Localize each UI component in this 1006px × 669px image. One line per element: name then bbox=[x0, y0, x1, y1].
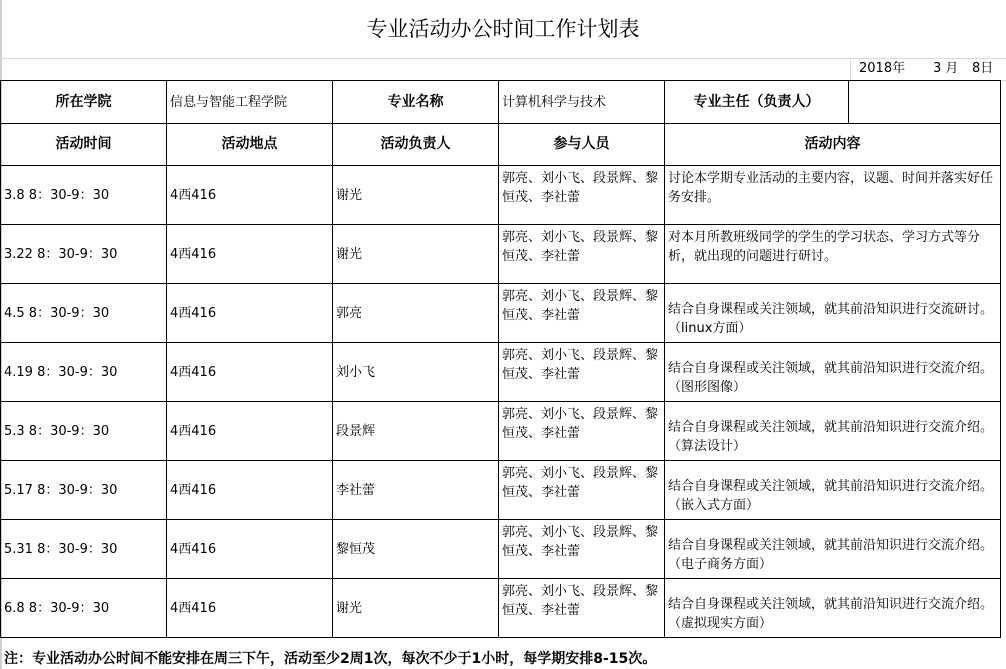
activity-time-cell[interactable]: 6.8 8：30-9：30 bbox=[1, 579, 167, 638]
activity-time-cell[interactable]: 4.5 8：30-9：30 bbox=[1, 284, 167, 343]
activity-place-cell[interactable]: 4西416 bbox=[167, 461, 333, 520]
activity-content-cell[interactable]: 结合自身课程或关注领域，就其前沿知识进行交流研讨。（linux方面） bbox=[665, 284, 1001, 343]
table-row bbox=[1, 579, 1001, 638]
title-row bbox=[0, 0, 1006, 59]
activity-place-cell[interactable]: 4西416 bbox=[167, 166, 333, 225]
date-year: 2018年 bbox=[859, 61, 906, 76]
page-title: 专业活动办公时间工作计划表 bbox=[366, 17, 640, 41]
activity-time-cell[interactable]: 3.8 8：30-9：30 bbox=[1, 166, 167, 225]
table-row bbox=[1, 225, 1001, 284]
activity-leader-cell[interactable]: 段景辉 bbox=[333, 402, 499, 461]
participants-cell[interactable]: 郭亮、刘小飞、段景辉、黎恒茂、李社蕾 bbox=[499, 343, 665, 402]
major-value[interactable]: 计算机科学与技术 bbox=[499, 81, 665, 124]
activity-time-cell[interactable]: 3.22 8：30-9：30 bbox=[1, 225, 167, 284]
activity-leader-cell[interactable]: 谢光 bbox=[333, 225, 499, 284]
date-day: 8日 bbox=[972, 61, 994, 76]
activity-place-cell[interactable]: 4西416 bbox=[167, 520, 333, 579]
activity-content-cell[interactable]: 结合自身课程或关注领域，就其前沿知识进行交流介绍。（算法设计） bbox=[665, 402, 1001, 461]
activity-content-cell[interactable]: 结合自身课程或关注领域，就其前沿知识进行交流介绍。（虚拟现实方面） bbox=[665, 579, 1001, 638]
activity-content-cell[interactable]: 结合自身课程或关注领域，就其前沿知识进行交流介绍。（图形图像） bbox=[665, 343, 1001, 402]
participants-cell[interactable]: 郭亮、刘小飞、段景辉、黎恒茂、李社蕾 bbox=[499, 520, 665, 579]
activity-place-cell[interactable]: 4西416 bbox=[167, 402, 333, 461]
activity-content-cell[interactable]: 结合自身课程或关注领域，就其前沿知识进行交流介绍。（电子商务方面） bbox=[665, 520, 1001, 579]
activity-content-cell[interactable]: 结合自身课程或关注领域，就其前沿知识进行交流介绍。（嵌入式方面） bbox=[665, 461, 1001, 520]
director-value[interactable] bbox=[849, 81, 1001, 124]
activity-place-cell[interactable]: 4西416 bbox=[167, 284, 333, 343]
table-row bbox=[1, 402, 1001, 461]
table-row bbox=[1, 520, 1001, 579]
participants-cell[interactable]: 郭亮、刘小飞、段景辉、黎恒茂、李社蕾 bbox=[499, 225, 665, 284]
column-header-leader[interactable]: 活动负责人 bbox=[333, 124, 499, 166]
director-label[interactable]: 专业主任（负责人） bbox=[665, 81, 849, 124]
column-header-content[interactable]: 活动内容 bbox=[665, 124, 1001, 166]
participants-cell[interactable]: 郭亮、刘小飞、段景辉、黎恒茂、李社蕾 bbox=[499, 166, 665, 225]
footer-note: 注：专业活动办公时间不能安排在周三下午，活动至少2周1次，每次不少于1小时，每学期安排8-15次。 bbox=[4, 651, 657, 667]
column-header-place[interactable]: 活动地点 bbox=[167, 124, 333, 166]
activity-time-cell[interactable]: 5.17 8：30-9：30 bbox=[1, 461, 167, 520]
table-row bbox=[1, 461, 1001, 520]
table-row bbox=[1, 343, 1001, 402]
participants-cell[interactable]: 郭亮、刘小飞、段景辉、黎恒茂、李社蕾 bbox=[499, 284, 665, 343]
participants-cell[interactable]: 郭亮、刘小飞、段景辉、黎恒茂、李社蕾 bbox=[499, 402, 665, 461]
activity-time-cell[interactable]: 5.3 8：30-9：30 bbox=[1, 402, 167, 461]
table-row bbox=[1, 166, 1001, 225]
activity-content-cell[interactable]: 对本月所教班级同学的学生的学习状态、学习方式等分析，就出现的问题进行研讨。 bbox=[665, 225, 1001, 284]
activity-time-cell[interactable]: 5.31 8：30-9：30 bbox=[1, 520, 167, 579]
participants-cell[interactable]: 郭亮、刘小飞、段景辉、黎恒茂、李社蕾 bbox=[499, 579, 665, 638]
header-info-row bbox=[1, 81, 1001, 124]
major-label[interactable]: 专业名称 bbox=[333, 81, 499, 124]
activity-place-cell[interactable]: 4西416 bbox=[167, 225, 333, 284]
activity-leader-cell[interactable]: 谢光 bbox=[333, 166, 499, 225]
column-header-time[interactable]: 活动时间 bbox=[1, 124, 167, 166]
column-header-row bbox=[1, 124, 1001, 166]
activity-place-cell[interactable]: 4西416 bbox=[167, 343, 333, 402]
activity-content-cell[interactable]: 讨论本学期专业活动的主要内容，议题、时间并落实好任务安排。 bbox=[665, 166, 1001, 225]
activity-leader-cell[interactable]: 郭亮 bbox=[333, 284, 499, 343]
activity-place-cell[interactable]: 4西416 bbox=[167, 579, 333, 638]
plan-table bbox=[0, 80, 1001, 638]
activity-leader-cell[interactable]: 刘小飞 bbox=[333, 343, 499, 402]
activity-time-cell[interactable]: 4.19 8：30-9：30 bbox=[1, 343, 167, 402]
date-month: 3 月 bbox=[933, 61, 959, 76]
date-cell[interactable] bbox=[850, 58, 1006, 80]
activity-leader-cell[interactable]: 谢光 bbox=[333, 579, 499, 638]
table-row bbox=[1, 284, 1001, 343]
activity-leader-cell[interactable]: 李社蕾 bbox=[333, 461, 499, 520]
college-value[interactable]: 信息与智能工程学院 bbox=[167, 81, 333, 124]
participants-cell[interactable]: 郭亮、刘小飞、段景辉、黎恒茂、李社蕾 bbox=[499, 461, 665, 520]
column-header-participants[interactable]: 参与人员 bbox=[499, 124, 665, 166]
college-label[interactable]: 所在学院 bbox=[1, 81, 167, 124]
date-row bbox=[0, 58, 1006, 81]
activity-leader-cell[interactable]: 黎恒茂 bbox=[333, 520, 499, 579]
